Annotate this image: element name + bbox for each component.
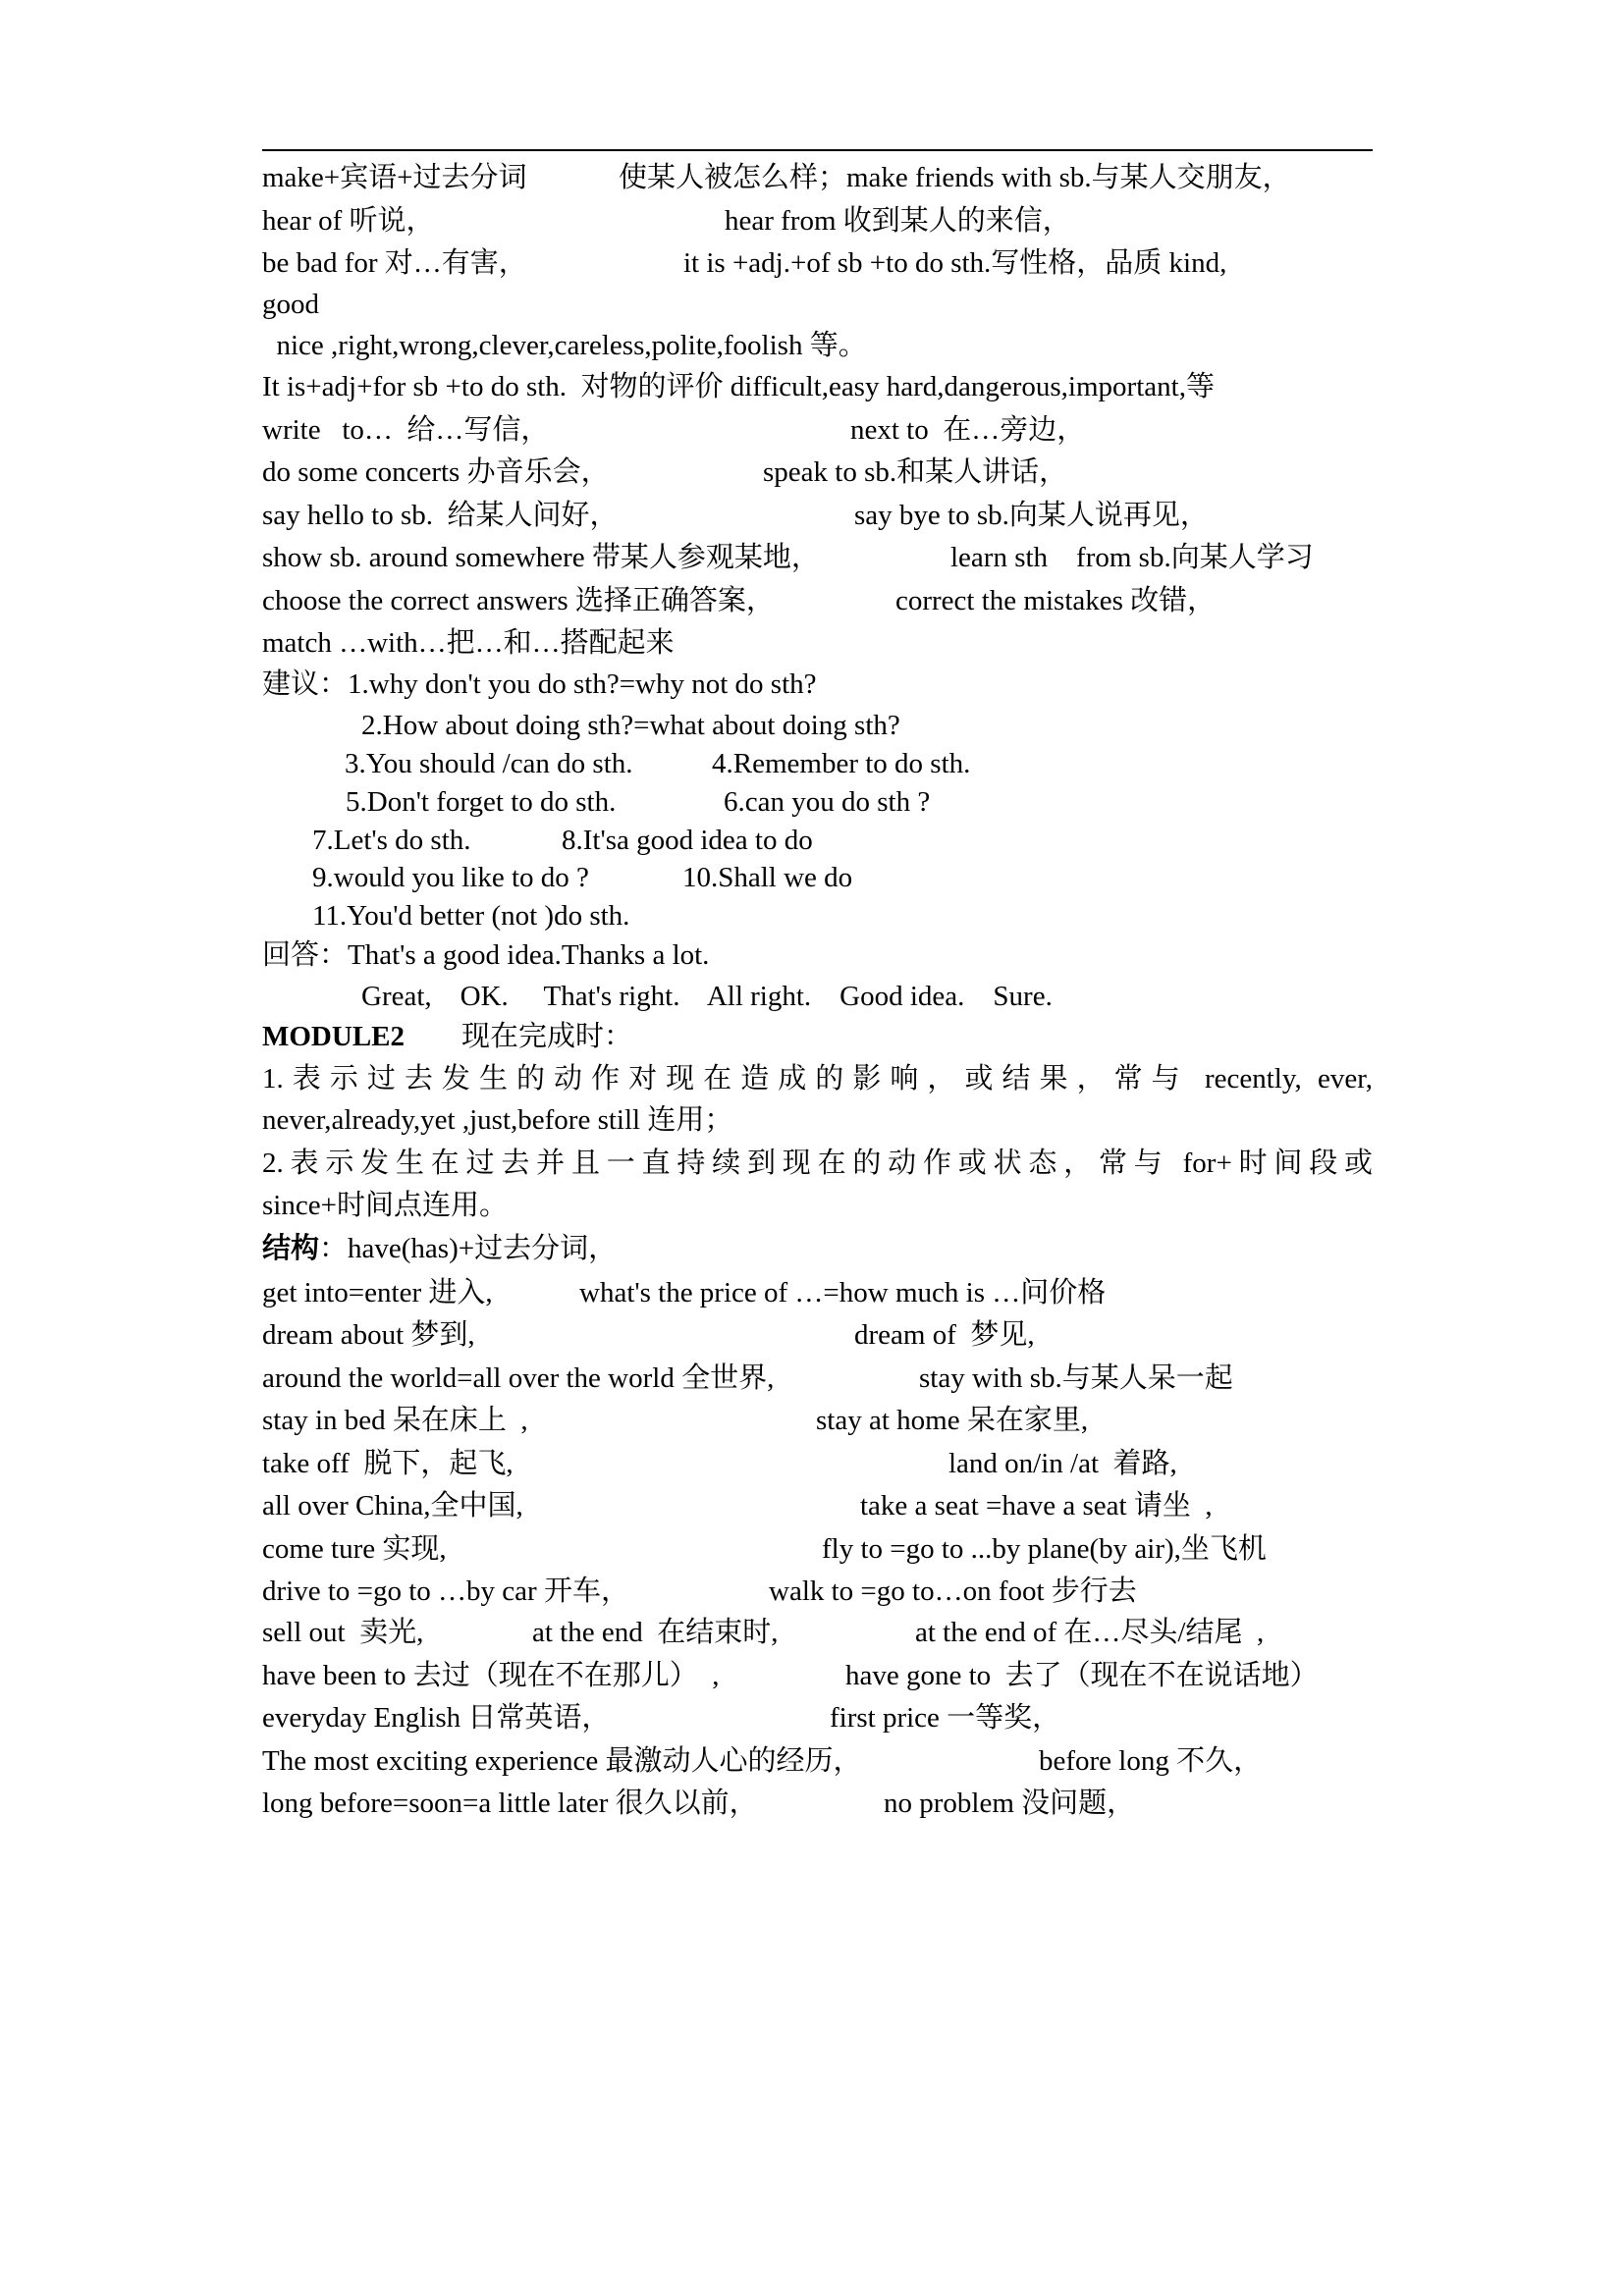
text-segment: 7.Let's do sth. bbox=[312, 825, 471, 856]
text-line bbox=[262, 744, 1373, 783]
text-line bbox=[262, 1359, 1373, 1398]
text-segment: sell out 卖光, bbox=[262, 1617, 424, 1648]
text-line bbox=[262, 538, 1373, 577]
text-line bbox=[262, 1401, 1373, 1440]
text-segment: 建议：1.why don't you do sth?=why not do sth? bbox=[262, 668, 817, 700]
text-segment: speak to sb.和某人讲话， bbox=[763, 456, 1068, 488]
text-segment: everyday English 日常英语， bbox=[262, 1702, 611, 1734]
text-segment: all over China,全中国, bbox=[262, 1490, 523, 1522]
text-segment: at the end 在结束时, bbox=[532, 1617, 779, 1648]
text-line bbox=[262, 285, 1373, 324]
text-segment: choose the correct answers 选择正确答案， bbox=[262, 584, 775, 616]
text-line bbox=[262, 326, 1373, 365]
text-segment: make+宾语+过去分词 bbox=[262, 162, 527, 193]
text-segment: 2.表示发生在过去并且一直持续到现在的动作或状态，常与 for+时间段或 bbox=[262, 1147, 1373, 1179]
text-segment: 8.It'sa good idea to do bbox=[562, 825, 813, 856]
text-segment: what's the price of …=how much is …问价格 bbox=[579, 1276, 1107, 1308]
text-segment: match …with…把…和…搭配起来 bbox=[262, 627, 675, 659]
text-segment: 6.can you do sth ? bbox=[724, 786, 931, 818]
text-line bbox=[262, 1613, 1373, 1652]
text-segment: around the world=all over the world 全世界, bbox=[262, 1362, 775, 1394]
text-line bbox=[262, 977, 1373, 1016]
text-segment: have gone to 去了（现在不在说话地） bbox=[845, 1659, 1319, 1691]
text-line bbox=[262, 1186, 1373, 1225]
text-line bbox=[262, 896, 1373, 935]
text-line bbox=[262, 623, 1373, 663]
text-segment: fly to =go to ...by plane(by air),坐飞机 bbox=[822, 1532, 1267, 1565]
text-line bbox=[262, 1529, 1373, 1569]
text-line bbox=[262, 935, 1373, 975]
text-segment: 3.You should /can do sth. bbox=[345, 748, 633, 779]
text-segment: ：have(has)+过去分词， bbox=[319, 1232, 618, 1264]
text-segment: at the end of 在…尽头/结尾 , bbox=[915, 1617, 1265, 1648]
text-segment: have been to 去过（现在不在那儿） , bbox=[262, 1659, 720, 1691]
text-segment: long before=soon=a little later 很久以前， bbox=[262, 1788, 758, 1819]
text-line bbox=[262, 243, 1373, 283]
header-rule bbox=[262, 149, 1373, 151]
text-segment: say bye to sb.向某人说再见， bbox=[854, 499, 1209, 531]
text-segment: since+时间点连用。 bbox=[262, 1190, 508, 1221]
text-line bbox=[262, 158, 1373, 197]
text-segment: stay at home 呆在家里, bbox=[816, 1405, 1089, 1436]
text-segment: dream of 梦见, bbox=[854, 1319, 1035, 1351]
text-line bbox=[262, 821, 1373, 860]
text-line bbox=[262, 1656, 1373, 1695]
text-line bbox=[262, 1315, 1373, 1355]
text-line bbox=[262, 453, 1373, 492]
text-segment: no problem 没问题， bbox=[884, 1788, 1136, 1819]
text-segment: it is +adj.+of sb +to do sth.写性格，品质 kind, bbox=[683, 247, 1227, 279]
text-segment: 11.You'd better (not )do sth. bbox=[312, 899, 630, 932]
text-line bbox=[262, 1572, 1373, 1611]
text-segment: first price 一等奖， bbox=[830, 1702, 1061, 1734]
text-line bbox=[262, 410, 1373, 450]
text-segment: hear from 收到某人的来信， bbox=[725, 204, 1071, 237]
text-line bbox=[262, 782, 1373, 822]
text-segment: It is+adj+for sb +to do sth. 对物的评价 difficult,easy hard,dangerous,important,等 bbox=[262, 371, 1215, 402]
text-segment: 1.表示过去发生的动作对现在造成的影响，或结果，常与 recently, ever, bbox=[262, 1063, 1373, 1095]
text-line bbox=[262, 1486, 1373, 1525]
text-segment: land on/in /at 着路, bbox=[948, 1447, 1177, 1479]
text-segment: say hello to sb. 给某人问好， bbox=[262, 499, 619, 531]
text-segment: dream about 梦到, bbox=[262, 1319, 475, 1351]
text-line bbox=[262, 201, 1373, 240]
text-line bbox=[262, 665, 1373, 704]
text-segment: get into=enter 进入, bbox=[262, 1276, 493, 1308]
text-segment: The most exciting experience 最激动人心的经历， bbox=[262, 1744, 862, 1777]
text-segment: learn sth from sb.向某人学习 bbox=[950, 542, 1314, 573]
text-segment: nice ,right,wrong,clever,careless,polite,foolish 等。 bbox=[262, 330, 867, 361]
text-segment: 现在完成时： bbox=[461, 1020, 633, 1052]
text-segment: hear of 听说， bbox=[262, 204, 435, 237]
text-segment: before long 不久， bbox=[1039, 1744, 1263, 1777]
text-segment: write to… 给…写信， bbox=[262, 413, 550, 446]
text-segment: 使某人被怎么样；make friends with sb.与某人交朋友， bbox=[619, 162, 1291, 193]
text-segment: 5.Don't forget to do sth. bbox=[346, 786, 617, 818]
text-segment: show sb. around somewhere 带某人参观某地， bbox=[262, 542, 820, 573]
text-segment: stay in bed 呆在床上 , bbox=[262, 1405, 528, 1436]
text-line bbox=[262, 496, 1373, 535]
text-line bbox=[262, 1144, 1373, 1183]
text-segment: take off 脱下，起飞, bbox=[262, 1447, 514, 1479]
text-segment: walk to =go to…on foot 步行去 bbox=[769, 1575, 1137, 1607]
text-line bbox=[262, 1273, 1373, 1312]
text-segment: stay with sb.与某人呆一起 bbox=[919, 1362, 1233, 1394]
text-segment: good bbox=[262, 289, 319, 320]
text-line bbox=[262, 1444, 1373, 1483]
text-line bbox=[262, 858, 1373, 897]
text-segment: be bad for 对…有害， bbox=[262, 247, 527, 279]
text-segment: do some concerts 办音乐会， bbox=[262, 456, 610, 488]
text-line bbox=[262, 706, 1373, 745]
text-line bbox=[262, 1784, 1373, 1823]
text-line bbox=[262, 1017, 1373, 1056]
text-line bbox=[262, 1698, 1373, 1737]
text-segment: 10.Shall we do bbox=[682, 861, 853, 893]
text-segment: 回答：That's a good idea.Thanks a lot. bbox=[262, 939, 710, 971]
text-line bbox=[262, 1059, 1373, 1098]
text-segment: MODULE2 bbox=[262, 1020, 405, 1052]
text-segment: 结构 bbox=[262, 1232, 320, 1264]
text-segment: 2.How about doing sth?=what about doing sth? bbox=[361, 710, 900, 741]
text-line bbox=[262, 1229, 1373, 1268]
text-segment: come ture 实现, bbox=[262, 1532, 447, 1565]
text-segment: correct the mistakes 改错， bbox=[895, 584, 1217, 616]
text-segment: never,already,yet ,just,before still 连用； bbox=[262, 1104, 733, 1136]
text-segment: Great, OK. That's right. All right. Good idea. Sure. bbox=[361, 981, 1053, 1012]
text-segment: take a seat =have a seat 请坐 , bbox=[860, 1490, 1213, 1522]
text-line bbox=[262, 1100, 1373, 1140]
text-segment: 4.Remember to do sth. bbox=[712, 748, 971, 779]
text-segment: drive to =go to …by car 开车， bbox=[262, 1575, 629, 1607]
text-segment: next to 在…旁边， bbox=[850, 413, 1086, 446]
text-line bbox=[262, 1741, 1373, 1781]
text-segment: 9.would you like to do ? bbox=[312, 861, 589, 893]
text-line bbox=[262, 581, 1373, 620]
text-line bbox=[262, 367, 1373, 406]
